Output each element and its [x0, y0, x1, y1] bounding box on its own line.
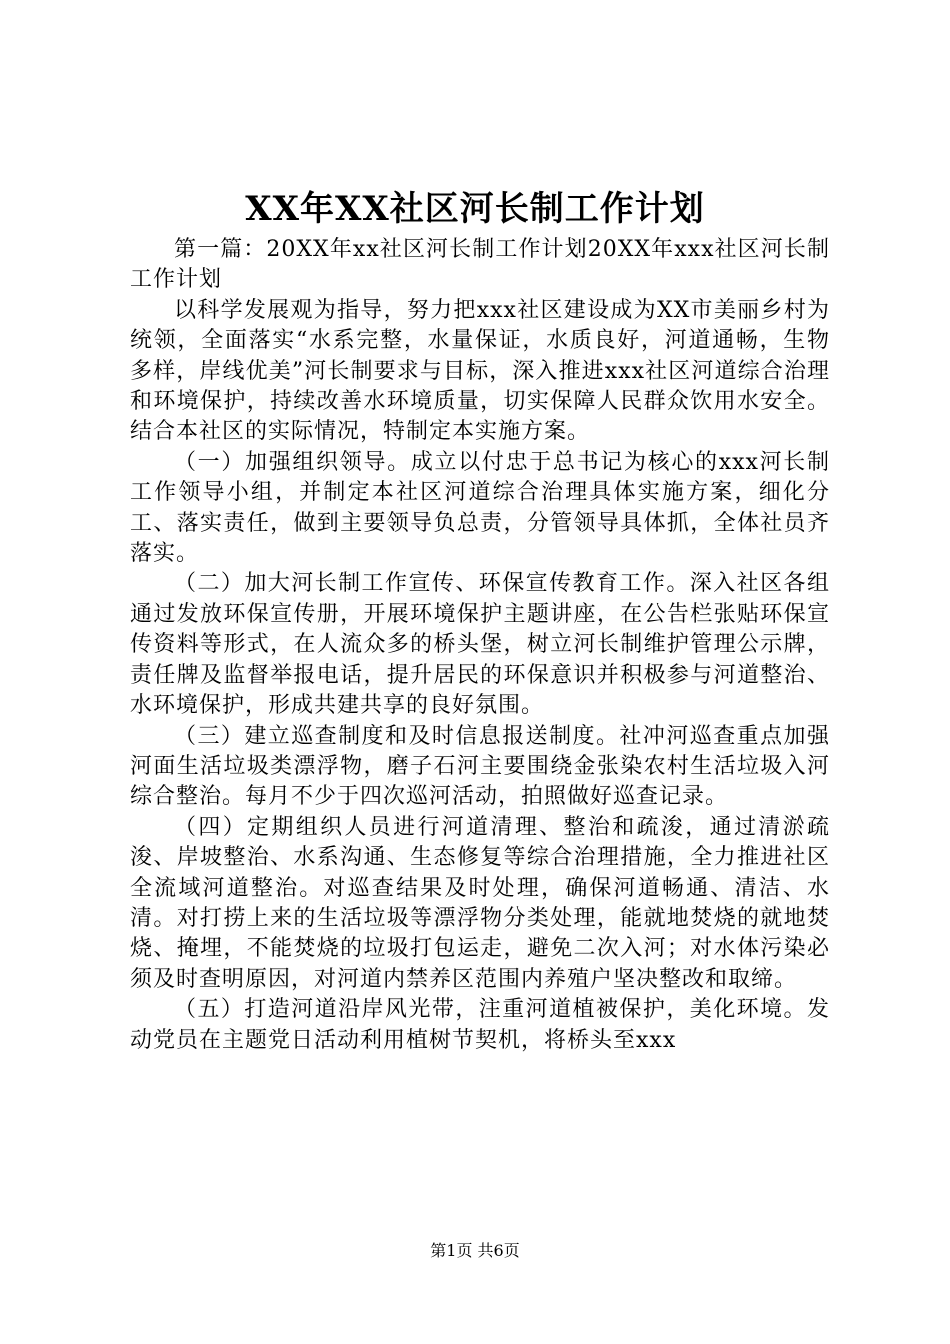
paragraph-heading-line: 第一篇：20XX年xx社区河长制工作计划20XX年xxx社区河长制工作计划 — [130, 237, 830, 293]
paragraph-item-4: （四）定期组织人员进行河道清理、整治和疏浚，通过清淤疏浚、岸坡整治、水系沟通、生态修复等综合治理措施，全力推进社区全流域河道整治。对巡查结果及时处理，确保河道畅通、清洁、水清。对打捞上来的生活垃圾等漂浮物分类处理，能就地焚烧的就地焚烧、掩埋，不能焚烧的垃圾打包运走，避免二次入河；对水体污染必须及时查明原因，对河道内禁养区范围内养殖户坚决整改和取缔。 — [130, 814, 830, 992]
paragraph-item-1: （一）加强组织领导。成立以付忠于总书记为核心的xxx河长制工作领导小组，并制定本社区河道综合治理具体实施方案，细化分工、落实责任，做到主要领导负总责，分管领导具体抓，全体社员齐落实。 — [130, 449, 830, 567]
paragraph-item-3: （三）建立巡查制度和及时信息报送制度。社冲河巡查重点加强河面生活垃圾类漂浮物，磨子石河主要围绕金张染农村生活垃圾入河综合整治。每月不少于四次巡河活动，拍照做好巡查记录。 — [130, 723, 830, 810]
page-number-footer: 第1页 共6页 — [430, 1241, 520, 1260]
paragraph-item-2: （二）加大河长制工作宣传、环保宣传教育工作。深入社区各组通过发放环保宣传册，开展环境保护主题讲座，在公告栏张贴环保宣传资料等形式，在人流众多的桥头堡，树立河长制维护管理公示牌，责任牌及监督举报电话，提升居民的环保意识并积极参与河道整治、水环境保护，形成共建共享的良好氛围。 — [130, 571, 830, 719]
paragraph-item-5: （五）打造河道沿岸风光带，注重河道植被保护，美化环境。发动党员在主题党日活动利用植树节契机，将桥头至xxx — [130, 997, 830, 1053]
paragraph-intro: 以科学发展观为指导，努力把xxx社区建设成为XX市美丽乡村为统领，全面落实“水系完整，水量保证，水质良好，河道通畅，生物多样，岸线优美”河长制要求与目标，深入推进xxx社区河道综合治理和环境保护，持续改善水环境质量，切实保障人民群众饮用水安全。结合本社区的实际情况，特制定本实施方案。 — [130, 297, 830, 445]
document-body — [130, 235, 830, 1056]
document-title: XX年XX社区河长制工作计划 — [245, 189, 705, 229]
